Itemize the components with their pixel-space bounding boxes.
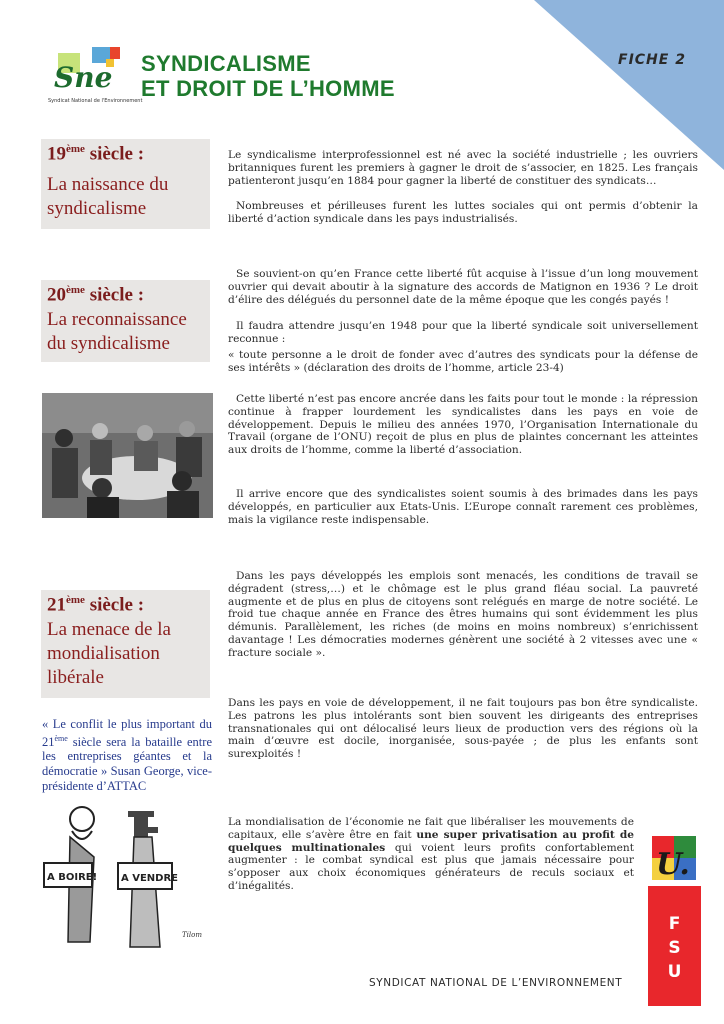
century-number: 19	[47, 143, 66, 165]
paragraph: Se souvient-on qu’en France cette liberté fût acquise à l’issue d’un long mouvement ouvrier qui devait aboutir à la signature des accords de Matignon en 1936 ? Le droit d’élire des délégués du personnel date de la même époque que les congés payés !	[228, 268, 698, 306]
fsu-letter-u: U	[667, 962, 682, 982]
quote-text: « Le conflit le plus important du 21	[42, 717, 212, 749]
section-heading-21	[41, 590, 210, 698]
quote-text-rest: siècle sera la bataille entre les entreprises géantes et la démocratie » Susan George, vice-présidente d’ATTAC	[42, 734, 212, 793]
fsu-band	[648, 886, 701, 1006]
conclusion-text-rest: qui voient leurs profits confortablement augmenter : le combat syndical est plus que jamais nécessaire pour s’opposer aux choix économiques générateurs de reculs sociaux et d’inégalités.	[228, 841, 634, 892]
century-number: 21	[47, 594, 66, 616]
u-logo	[648, 832, 701, 884]
century-number: 20	[47, 284, 66, 306]
sne-logo	[50, 45, 126, 97]
century-sup: ème	[66, 594, 85, 606]
workers-meeting-photo	[42, 393, 213, 518]
page-title-line1: SYNDICALISME	[141, 51, 311, 76]
svg-text:Sne: Sne	[54, 61, 113, 94]
century-sup: ème	[66, 143, 85, 155]
sign-left-text: A BOIRE!	[47, 872, 98, 883]
conclusion-bold: une super privatisation au profit de quelques multinationales	[228, 828, 635, 854]
attac-quote	[42, 717, 212, 793]
fiche-label: FICHE 2	[618, 52, 686, 68]
section-heading-20	[41, 280, 210, 362]
quote-sup: ème	[54, 733, 68, 743]
paragraph-quote: « toute personne a le droit de fonder avec d’autres des syndicats pour la défense de ses intérêts » (déclaration des droits de l’homme, article 23-4)	[228, 349, 698, 374]
century-suffix: siècle :	[84, 143, 145, 165]
century-suffix: siècle :	[84, 594, 145, 616]
logo-subtitle: Syndicat National de l'Environnement	[48, 98, 143, 104]
u-logo-text: U.	[656, 847, 690, 882]
paragraph: Dans les pays développés les emplois sont menacés, les conditions de travail se dégradent (stress,…) et le chômage est le plus grand fléau social. La pauvreté augmente et de plus en plus de citoyens sont relégués en marge de notre société. Le froid tue chaque année en France des êtres humains qui sont évidemment les plus démunis. Parallèlement, les riches (de moins en moins nombreux) s’enrichissent davantage ! Les démocraties modernes génèrent une société à 2 vitesses avec une « fracture sociale ».	[228, 570, 698, 659]
footer-org-name: SYNDICAT NATIONAL DE L’ENVIRONNEMENT	[369, 977, 623, 989]
corner-decoration	[534, 0, 724, 170]
page-title-line2: ET DROIT DE L’HOMME	[141, 76, 395, 101]
section-subtitle: La reconnaissance du syndicalisme	[47, 309, 187, 355]
conclusion-paragraph	[228, 816, 634, 893]
section-subtitle: La naissance du syndicalisme	[47, 174, 169, 220]
fsu-letter-f: F	[668, 914, 681, 934]
cartoon-illustration	[42, 797, 213, 949]
section-heading-19	[41, 139, 210, 229]
fsu-letter-s: S	[668, 938, 681, 958]
paragraph: Dans les pays en voie de développement, il ne fait toujours pas bon être syndicaliste. Les patrons les plus intolérants sont bien souvent les dirigeants des entreprises transnationales qui ont délocalisé leurs lieux de production vers des régions où la main d’œuvre est docile, inorganisée, sous-payée ; de plus les enfants sont surexploités !	[228, 697, 698, 761]
century-suffix: siècle :	[84, 284, 145, 306]
paragraph: Nombreuses et périlleuses furent les luttes sociales qui ont permis d’obtenir la liberté d’action syndicale dans les pays industrialisés.	[228, 200, 698, 225]
paragraph: Cette liberté n’est pas encore ancrée dans les faits pour tout le monde : la répression continue à frapper lourdement les syndicalistes dans les pays en voie de développement. Depuis le milieu des années 1970, l’Organisation Internationale du Travail (organe de l’ONU) reçoit de plus en plus de plaintes concernant les atteintes aux droits de l’homme, comme la liberté d’association.	[228, 393, 698, 457]
century-sup: ème	[66, 284, 85, 296]
sign-right-text: A VENDRE	[121, 873, 178, 884]
cartoon-signature: Tilom	[182, 931, 202, 939]
paragraph: Il arrive encore que des syndicalistes soient soumis à des brimades dans les pays développés, en particulier aux Etats-Unis. L’Europe connaît rarement ces problèmes, mais la vigilance reste indispensable.	[228, 488, 698, 526]
section-subtitle: La menace de la mondialisation libérale	[47, 619, 171, 689]
paragraph: Le syndicalisme interprofessionnel est né avec la société industrielle ; les ouvriers britanniques furent les premiers à gagner le droit de s’associer, en 1825. Les français patienteront jusqu’en 1884 pour gagner la liberté de constituer des syndicats…	[228, 149, 698, 187]
conclusion-text: La mondialisation de l’économie ne fait que libéraliser les mouvements de capitaux, elle s’avère être en fait	[228, 816, 634, 841]
paragraph: Il faudra attendre jusqu’en 1948 pour que la liberté syndicale soit universellement reconnue :	[228, 320, 698, 345]
